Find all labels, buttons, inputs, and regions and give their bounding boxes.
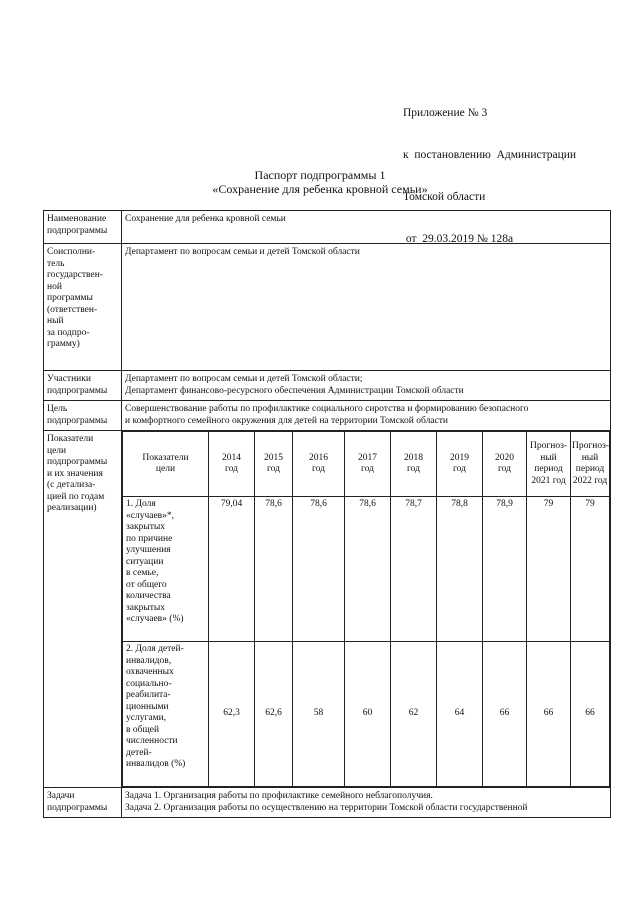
- indicator-value: 66: [483, 642, 527, 787]
- indicator-value: 60: [345, 642, 391, 787]
- indicator-value: 78,6: [255, 497, 293, 642]
- indicators-header-row: [123, 432, 610, 497]
- row-goal: [44, 401, 611, 431]
- title-line-2: «Сохранение для ребенка кровной семьи»: [212, 182, 428, 196]
- indicators-table: [122, 431, 610, 787]
- header-2020: 2020 год: [483, 432, 527, 497]
- indicator-row-2: [123, 642, 610, 787]
- annex-line-1: Приложение № 3: [403, 107, 488, 119]
- row-label: Показатели цели подпрограммы и их значения (с детализа- цией по годам реализации): [44, 431, 122, 788]
- row-name: [44, 211, 611, 244]
- passport-table: [43, 210, 611, 818]
- header-2019: 2019 год: [437, 432, 483, 497]
- indicator-value: 78,6: [293, 497, 345, 642]
- header-indicator: Показатели цели: [123, 432, 209, 497]
- title-line-1: Паспорт подпрограммы 1: [254, 168, 386, 182]
- indicator-value: 66: [571, 642, 610, 787]
- row-label: Участники подпрограммы: [44, 371, 122, 401]
- indicator-value: 78,7: [391, 497, 437, 642]
- row-tasks: [44, 788, 611, 818]
- header-2017: 2017 год: [345, 432, 391, 497]
- row-value: Задача 1. Организация работы по профилактике семейного неблагополучия. Задача 2. Организация работы по осуществлению на территории Томской области государственной: [122, 788, 611, 818]
- indicators-cell: [122, 431, 611, 788]
- indicator-value: 62,3: [209, 642, 255, 787]
- row-label: Цель подпрограммы: [44, 401, 122, 431]
- indicator-value: 64: [437, 642, 483, 787]
- indicator-value: 79: [527, 497, 571, 642]
- indicator-value: 79,04: [209, 497, 255, 642]
- annex-line-4: от 29.03.2019 № 128а: [403, 233, 514, 245]
- header-2014: 2014 год: [209, 432, 255, 497]
- header-2015: 2015 год: [255, 432, 293, 497]
- indicator-name: 2. Доля детей- инвалидов, охваченных социально- реабилита- ционными услугами, в общей численности детей- инвалидов (%): [123, 642, 209, 787]
- row-value: Департамент по вопросам семьи и детей Томской области: [122, 244, 611, 371]
- row-label: Наименование подпрограммы: [44, 211, 122, 244]
- indicator-row-1: [123, 497, 610, 642]
- row-value: Сохранение для ребенка кровной семьи: [122, 211, 611, 244]
- header-2016: 2016 год: [293, 432, 345, 497]
- indicator-value: 78,6: [345, 497, 391, 642]
- header-2018: 2018 год: [391, 432, 437, 497]
- indicator-value: 78,9: [483, 497, 527, 642]
- indicator-value: 78,8: [437, 497, 483, 642]
- indicator-value: 62,6: [255, 642, 293, 787]
- indicator-name: 1. Доля «случаев»*, закрытых по причине улучшения ситуации в семье, от общего количества закрытых «случаев» (%): [123, 497, 209, 642]
- row-participants: [44, 371, 611, 401]
- annex-line-2: к постановлению Администрации: [403, 149, 577, 161]
- row-value: Совершенствование работы по профилактике социального сиротства и формированию безопасного и комфортного семейного окружения для детей на территории Томской области: [122, 401, 611, 431]
- header-2021: Прогноз- ный период 2021 год: [527, 432, 571, 497]
- indicator-value: 66: [527, 642, 571, 787]
- indicator-value: 58: [293, 642, 345, 787]
- row-label: Задачи подпрограммы: [44, 788, 122, 818]
- indicator-value: 62: [391, 642, 437, 787]
- row-label: Соисполни- тель государствен- ной программы (ответствен- ный за подпро- грамму): [44, 244, 122, 371]
- document-title: [0, 168, 640, 196]
- row-coexecutor: [44, 244, 611, 371]
- header-2022: Прогноз- ный период 2022 год: [571, 432, 610, 497]
- indicator-value: 79: [571, 497, 610, 642]
- row-value: Департамент по вопросам семьи и детей Томской области; Департамент финансово-ресурсного обеспечения Администрации Томской области: [122, 371, 611, 401]
- annex-line-3: Томской области: [403, 191, 486, 203]
- row-indicators: [44, 431, 611, 788]
